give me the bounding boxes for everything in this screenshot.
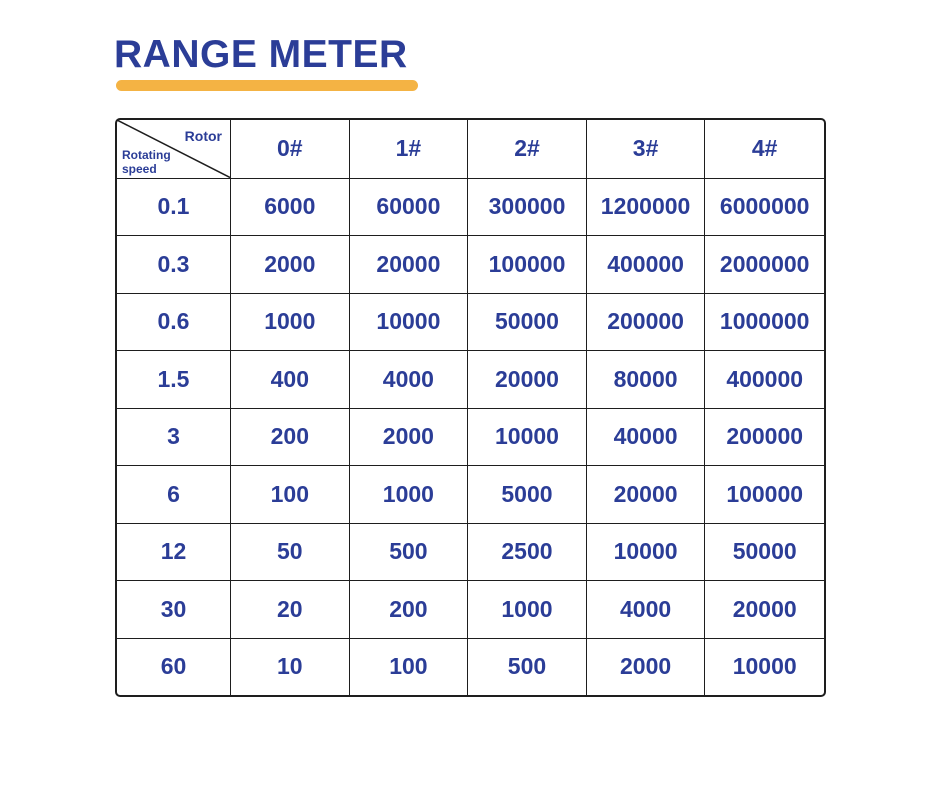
table-cell-range: 50000 (468, 294, 587, 352)
table-cell-range: 10000 (587, 524, 706, 582)
title-underline-bar (116, 80, 418, 91)
table-cell-range: 6000 (231, 179, 350, 237)
row-header-speed: 0.3 (117, 236, 231, 294)
table-cell-range: 1000 (231, 294, 350, 352)
table-cell-range: 1000000 (705, 294, 824, 352)
table-cell-range: 2000 (231, 236, 350, 294)
row-header-speed: 3 (117, 409, 231, 467)
table-row (117, 236, 824, 294)
row-header-speed: 60 (117, 639, 231, 696)
table-row (117, 351, 824, 409)
page-title: RANGE METER (114, 33, 408, 76)
table-cell-range: 200000 (587, 294, 706, 352)
table-cell-range: 500 (468, 639, 587, 696)
table-cell-range: 1000 (468, 581, 587, 639)
table-cell-range: 20000 (587, 466, 706, 524)
table-cell-range: 20000 (705, 581, 824, 639)
table-cell-range: 400000 (587, 236, 706, 294)
corner-cell (117, 120, 231, 179)
row-header-speed: 0.6 (117, 294, 231, 352)
table-cell-range: 1000 (350, 466, 469, 524)
table-cell-range: 200 (350, 581, 469, 639)
column-header-rotor: 2# (468, 120, 587, 179)
table-cell-range: 50000 (705, 524, 824, 582)
rotating-speed-axis-label: Rotating speed (122, 148, 171, 176)
table-row (117, 409, 824, 467)
table-cell-range: 40000 (587, 409, 706, 467)
table-cell-range: 6000000 (705, 179, 824, 237)
table-cell-range: 10000 (732, 653, 797, 680)
table-row (117, 524, 824, 582)
table-cell-range: 400000 (705, 351, 824, 409)
range-table (115, 118, 826, 697)
table-cell-range: 1200000 (587, 179, 706, 237)
table-cell-range: 60000 (350, 179, 469, 237)
row-header-speed: 1.5 (117, 351, 231, 409)
column-header-rotor: 1# (350, 120, 469, 179)
column-header-rotor: 3# (587, 120, 706, 179)
row-header-speed: 0.1 (117, 179, 231, 237)
row-header-speed: 30 (117, 581, 231, 639)
table-cell-range: 10000 (350, 294, 469, 352)
table-cell-range: 50 (231, 524, 350, 582)
table-row (117, 466, 824, 524)
table-cell-range: 100 (350, 639, 469, 696)
table-cell-range: 20 (231, 581, 350, 639)
column-header-rotor: 0# (231, 120, 350, 179)
table-cell-range: 5000 (468, 466, 587, 524)
table-cell-range: 10000 (468, 409, 587, 467)
table-cell-range: 10 (231, 639, 350, 696)
rotor-axis-label: Rotor (184, 128, 222, 144)
table-cell-range: 200000 (705, 409, 824, 467)
row-header-speed: 6 (117, 466, 231, 524)
table-cell-range: 2000 (350, 409, 469, 467)
table-cell-range: 2500 (468, 524, 587, 582)
table-cell-range: 80000 (587, 351, 706, 409)
column-header-rotor: 4# (705, 120, 824, 179)
table-cell-range: 2000000 (705, 236, 824, 294)
table-cell-range: 4000 (587, 581, 706, 639)
table-cell-range: 20000 (468, 351, 587, 409)
table-cell-range: 100000 (468, 236, 587, 294)
table-row (117, 294, 824, 352)
table-cell-range: 100000 (705, 466, 824, 524)
table-cell-range: 300000 (468, 179, 587, 237)
table-row (117, 639, 824, 696)
table-cell-range: 100 (231, 466, 350, 524)
table-cell-range: 400 (231, 351, 350, 409)
table-row (117, 179, 824, 237)
table-cell-range: 500 (350, 524, 469, 582)
table-cell-range: 200 (231, 409, 350, 467)
header-row (117, 120, 824, 179)
table-cell-range: 2000 (587, 639, 706, 696)
table-row (117, 581, 824, 639)
table-cell-range: 20000 (350, 236, 469, 294)
row-header-speed: 12 (117, 524, 231, 582)
table-cell-range: 4000 (350, 351, 469, 409)
